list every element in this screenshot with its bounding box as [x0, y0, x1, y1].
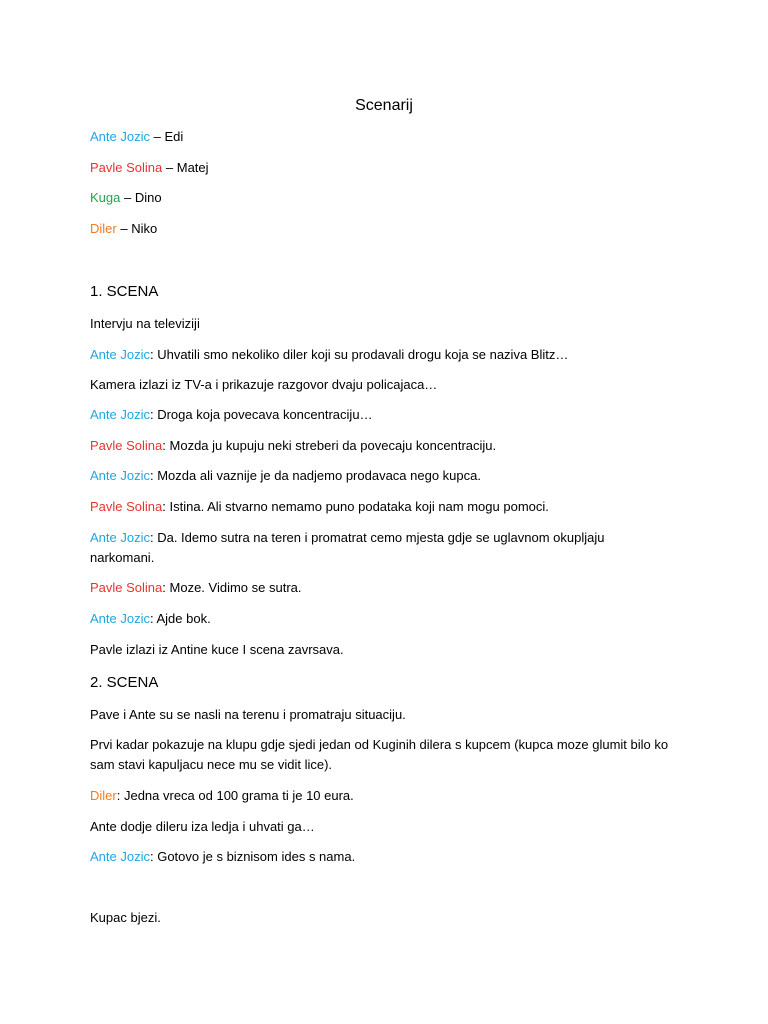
dialogue-line: [90, 436, 670, 456]
dialogue-text: : Jedna vreca od 100 grama ti je 10 eura.: [116, 788, 354, 803]
cast-entry: [90, 158, 670, 178]
dialogue-text: : Gotovo je s biznisom ides s nama.: [149, 849, 356, 864]
stage-direction: Kupac bjezi.: [90, 910, 161, 925]
speaker-name: Ante Jozic: [90, 468, 150, 483]
cast-actor: Niko: [131, 221, 158, 236]
cast-actor: Matej: [176, 160, 209, 175]
dialogue-line: [90, 405, 670, 425]
stage-direction: Pave i Ante su se nasli na terenu i promatraju situaciju.: [90, 707, 406, 722]
cast-character: Kuga: [90, 190, 121, 205]
cast-separator: –: [120, 190, 135, 205]
scene-heading: 1. SCENA: [90, 283, 159, 300]
cast-actor: Edi: [164, 129, 184, 144]
dialogue-text: : Istina. Ali stvarno nemamo puno podataka koji nam mogu pomoci.: [162, 499, 549, 514]
cast-separator: –: [149, 129, 165, 144]
dialogue-text: : Mozda ju kupuju neki streberi da povecaju koncentraciju.: [162, 438, 497, 453]
cast-separator: –: [116, 221, 132, 236]
dialogue-text: : Uhvatili smo nekoliko diler koji su prodavali drogu koja se naziva Blitz…: [149, 347, 569, 362]
dialogue-line: [90, 578, 670, 598]
cast-entry: [90, 219, 670, 239]
stage-direction: Intervju na televiziji: [90, 316, 200, 331]
cast-separator: –: [162, 160, 177, 175]
dialogue-line: [90, 345, 670, 365]
stage-direction: Ante dodje dileru iza ledja i uhvati ga…: [90, 819, 315, 834]
cast-character: Ante Jozic: [90, 129, 150, 144]
cast-character: Diler: [90, 221, 117, 236]
speaker-name: Diler: [90, 788, 117, 803]
dialogue-text: : Droga koja povecava koncentraciju…: [149, 407, 373, 422]
cast-entry: [90, 127, 670, 147]
dialogue-text: : Mozda ali vaznije je da nadjemo prodavaca nego kupca.: [149, 468, 481, 483]
speaker-name: Ante Jozic: [90, 407, 150, 422]
stage-direction: Prvi kadar pokazuje na klupu gdje sjedi jedan od Kuginih dilera s kupcem (kupca moze glumit bilo ko sam stavi kapuljacu nece mu se vidit lice).: [90, 737, 669, 772]
dialogue-line: [90, 847, 670, 867]
dialogue-text: : Ajde bok.: [149, 611, 211, 626]
speaker-name: Ante Jozic: [90, 611, 150, 626]
dialogue-line: [90, 786, 670, 806]
dialogue-line: [90, 466, 670, 486]
dialogue-line: [90, 528, 670, 568]
cast-character: Pavle Solina: [90, 160, 163, 175]
dialogue-text: : Moze. Vidimo se sutra.: [162, 580, 302, 595]
cast-actor: Dino: [134, 190, 162, 205]
speaker-name: Pavle Solina: [90, 580, 163, 595]
speaker-name: Ante Jozic: [90, 530, 150, 545]
page-title: Scenarij: [355, 97, 413, 114]
speaker-name: Ante Jozic: [90, 849, 150, 864]
stage-direction: Kamera izlazi iz TV-a i prikazuje razgovor dvaju policajaca…: [90, 377, 438, 392]
speaker-name: Ante Jozic: [90, 347, 150, 362]
dialogue-line: [90, 497, 670, 517]
scene-heading: 2. SCENA: [90, 674, 159, 691]
speaker-name: Pavle Solina: [90, 438, 163, 453]
stage-direction: Pavle izlazi iz Antine kuce I scena zavrsava.: [90, 642, 344, 657]
speaker-name: Pavle Solina: [90, 499, 163, 514]
dialogue-text: : Da. Idemo sutra na teren i promatrat cemo mjesta gdje se uglavnom okupljaju narkomani.: [90, 530, 605, 565]
dialogue-line: [90, 609, 670, 629]
cast-entry: [90, 188, 670, 208]
